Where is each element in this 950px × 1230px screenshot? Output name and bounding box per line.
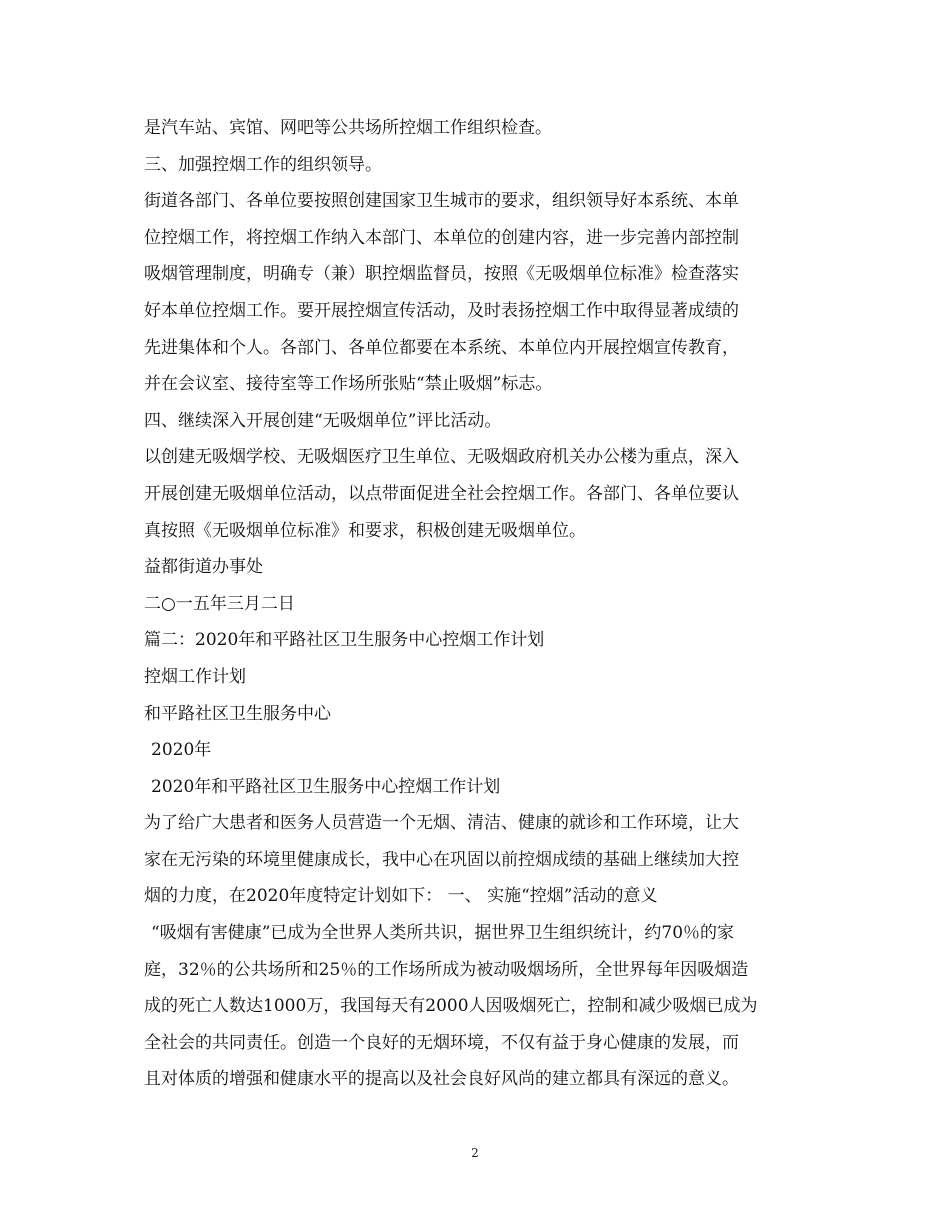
- plan-organization: 和平路社区卫生服务中心: [144, 703, 331, 724]
- plan-year: 2020年: [151, 740, 212, 761]
- signature-date: 二○一五年三月二日: [144, 593, 295, 614]
- body-line: 是汽车站、宾馆、网吧等公共场所控烟工作组织检查。: [144, 118, 552, 138]
- document-body: [144, 110, 814, 1098]
- body-line: 庭，32％的公共场所和25％的工作场所成为被动吸烟场所，全世界每年因吸烟造: [144, 959, 749, 980]
- body-line: 开展创建无吸烟单位活动，以点带面促进全社会控烟工作。各部门、各单位要认: [144, 483, 739, 504]
- page-number: 2: [471, 1146, 479, 1160]
- body-line: 位控烟工作，将控烟工作纳入本部门、本单位的创建内容，进一步完善内部控制: [144, 227, 739, 248]
- body-line: 成的死亡人数达1000万，我国每天有2000人因吸烟死亡，控制和减少吸烟已成为: [144, 996, 758, 1017]
- body-line: 好本单位控烟工作。要开展控烟宣传活动，及时表扬控烟工作中取得显著成绩的: [144, 300, 739, 321]
- body-line: 家在无污染的环境里健康成长，我中心在巩固以前控烟成绩的基础上继续加大控: [144, 849, 739, 870]
- signature-organization: 益都街道办事处: [144, 557, 263, 578]
- body-line: 先进集体和个人。各部门、各单位都要在本系统、本单位内开展控烟宣传教育，: [144, 337, 739, 358]
- body-line: 真按照《无吸烟单位标准》和要求，积极创建无吸烟单位。: [144, 520, 586, 541]
- body-line: 且对体质的增强和健康水平的提高以及社会良好风尚的建立都具有深远的意义。: [144, 1069, 739, 1090]
- body-line: 并在会议室、接待室等工作场所张贴“禁止吸烟”标志。: [144, 374, 553, 395]
- body-line: 烟的力度，在2020年度特定计划如下： 一、 实施“控烟”活动的意义: [144, 886, 658, 907]
- body-line: 为了给广大患者和医务人员营造一个无烟、清洁、健康的就诊和工作环境，让大: [144, 813, 739, 834]
- section-heading: 四、继续深入开展创建“无吸烟单位”评比活动。: [144, 410, 502, 431]
- body-line: 街道各部门、各单位要按照创建国家卫生城市的要求，组织领导好本系统、本单: [144, 191, 739, 212]
- section-heading: 三、加强控烟工作的组织领导。: [144, 154, 382, 175]
- body-line: “吸烟有害健康”已成为全世界人类所共识，据世界卫生组织统计，约70％的家: [151, 923, 735, 944]
- body-line: 吸烟管理制度，明确专（兼）职控烟监督员，按照《无吸烟单位标准》检查落实: [144, 264, 739, 285]
- body-line: 以创建无吸烟学校、无吸烟医疗卫生单位、无吸烟政府机关办公楼为重点，深入: [144, 447, 739, 468]
- body-line: 全社会的共同责任。创造一个良好的无烟环境，不仅有益于身心健康的发展，而: [144, 1032, 739, 1053]
- chapter-title: 篇二：2020年和平路社区卫生服务中心控烟工作计划: [144, 630, 545, 651]
- plan-full-title: 2020年和平路社区卫生服务中心控烟工作计划: [151, 776, 501, 797]
- plan-title: 控烟工作计划: [144, 666, 246, 687]
